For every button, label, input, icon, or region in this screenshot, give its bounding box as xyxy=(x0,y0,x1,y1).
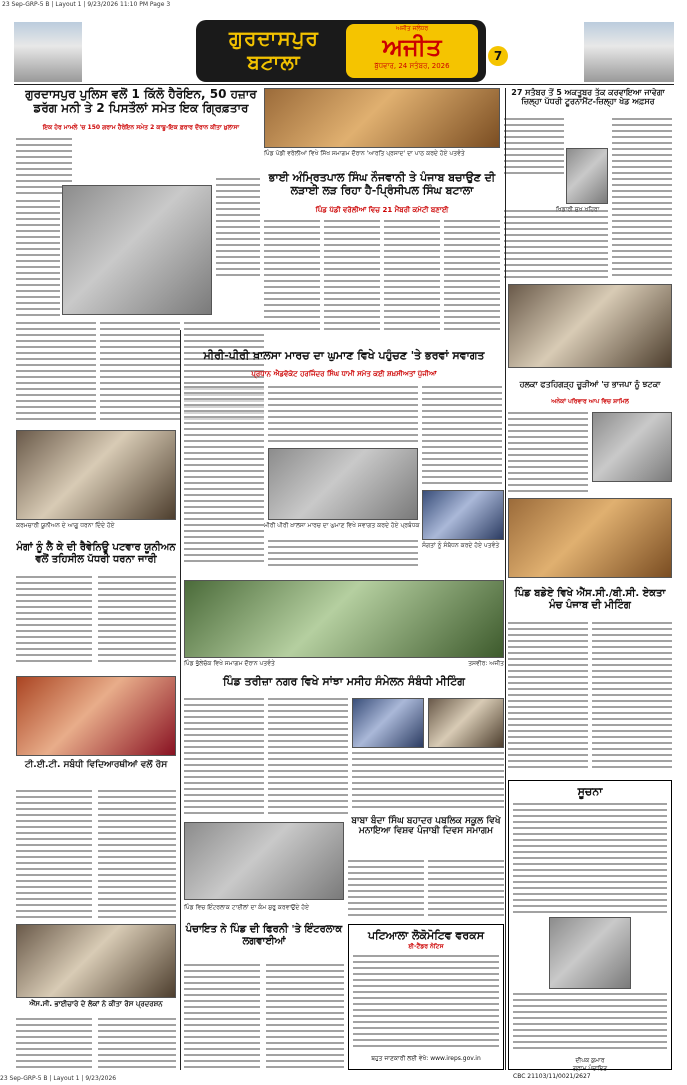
right-top-headline: 27 ਸਤੰਬਰ ਤੋਂ 5 ਅਕਤੂਬਰ ਤੱਕ ਕਰਵਾਇਆ ਜਾਵੇਗਾ ਜ਼ਿਲ੍ਹਾ ਪੱਧਰੀ ਟੂਰਨਾਮੈਂਟ-ਜ਼ਿਲ੍ਹਾ ਖੇਡ ਅਫ਼ਸਰ xyxy=(511,88,665,107)
union-text1 xyxy=(16,576,92,666)
masthead-city xyxy=(204,26,344,76)
ritual-photo xyxy=(264,88,500,148)
union-caption: ਕਰਮਚਾਰੀ ਯੂਨੀਅਨ ਦੇ ਆਗੂ ਧਰਨਾ ਦਿੰਦੇ ਹੋਏ xyxy=(16,522,115,529)
halqa-photo1 xyxy=(592,412,672,482)
notice-ad-body xyxy=(513,803,667,913)
ritual-text-col3 xyxy=(384,220,440,330)
notice-ad-title: ਸੂਚਨਾ xyxy=(577,785,603,798)
obc-text2 xyxy=(592,622,672,772)
police-photo xyxy=(62,185,212,315)
teachers-headline: ਟੀ.ਈ.ਟੀ. ਸਬੰਧੀ ਵਿਦਿਆਰਥੀਆਂ ਵਲੋਂ ਰੋਸ xyxy=(24,760,168,770)
tender-ad xyxy=(348,924,504,1070)
notice-ad-footer2: ਗ੍ਰਾਮ ਪੰਚਾਇਤ xyxy=(572,1065,608,1072)
masthead-city-line2: ਬਟਾਲਾ xyxy=(247,50,301,74)
right-top-text3 xyxy=(504,210,608,280)
panchayat-text1 xyxy=(184,964,260,1068)
halqa-text1 xyxy=(508,412,588,492)
divider-v2 xyxy=(505,88,506,1070)
halqa-photo2 xyxy=(508,498,672,578)
elderly-text1 xyxy=(16,1018,92,1068)
ritual-caption: ਪਿੰਡ ਪੱਡੀ ਵਰੋਲੀਆਂ ਵਿਖੇ ਸਿੱਖ ਸਮਾਗਮ ਦੌਰਾਨ 'ਆਰਤਿ ਪ੍ਰਸਾਦ' ਦਾ ਪਾਠ ਕਰਦੇ ਹੋਏ ਪਤਵੰਤੇ xyxy=(264,150,465,157)
teachers-text2 xyxy=(98,790,176,920)
tarizda-photo1 xyxy=(352,698,424,748)
miri-text-col4 xyxy=(422,386,502,486)
miri-photo-right xyxy=(422,490,504,540)
school-photo xyxy=(184,822,344,900)
left-temple-image xyxy=(14,22,82,82)
miri-photo-center xyxy=(268,448,418,520)
union-photo xyxy=(16,430,176,520)
union-text2 xyxy=(98,576,176,666)
school-text2 xyxy=(428,860,504,920)
group-photo-credit: ਤਸਵੀਰ: ਅਜੀਤ xyxy=(468,660,504,667)
notice-ad xyxy=(508,780,672,1080)
miri-text-col3 xyxy=(348,386,418,446)
police-subhead: ਇਕ ਹੋਰ ਮਾਮਲੇ 'ਚ 150 ਗਰਾਮ ਹੈਰੋਇਨ ਸਮੇਤ 2 ਕਾਬੂ-ਇਕ ਫ਼ਰਾਰ ਦੌਰਾਨ ਕੀਤਾ ਖ਼ੁਲਾਸਾ xyxy=(42,124,240,131)
masthead-brand: ਅਜੀਤ xyxy=(382,33,442,61)
right-mid-photo xyxy=(508,284,672,368)
panchayat-text2 xyxy=(266,964,344,1068)
ritual-subhead: ਪਿੰਡ ਪੱਡੀ ਵਰੋਲੀਆਂ ਵਿਚ 21 ਮੈਂਬਰੀ ਕਮੇਟੀ ਬਣਾਈ xyxy=(315,206,449,214)
miri-piri-headline: ਮੀਰੀ-ਪੀਰੀ ਖ਼ਾਲਸਾ ਮਾਰਚ ਦਾ ਘੁਮਾਣ ਵਿਖੇ ਪਹੁੰਚਣ 'ਤੇ ਭਰਵਾਂ ਸਵਾਗਤ xyxy=(203,349,485,362)
tarizda-text2 xyxy=(268,698,348,818)
miri-piri-subhead: ਪ੍ਰਧਾਨ ਐਡਵੋਕੇਟ ਹਰਜਿੰਦਰ ਸਿੰਘ ਧਾਮੀ ਸਮੇਤ ਕਈ ਸ਼ਖ਼ਸੀਅਤਾਂ ਪੁੱਜੀਆਂ xyxy=(251,370,437,378)
obc-text1 xyxy=(508,622,588,772)
ritual-text-col2 xyxy=(324,220,380,330)
ritual-headline: ਭਾਈ ਅੰਮ੍ਰਿਤਪਾਲ ਸਿੰਘ ਨੌਜਵਾਨੀ ਤੇ ਪੰਜਾਬ ਬਚਾਉਣ ਦੀ ਲੜਾਈ ਲੜ ਰਿਹਾ ਹੈ-ਪ੍ਰਿੰਸੀਪਲ ਸਿੰਘ ਬਟਾਲਾ xyxy=(268,171,496,197)
notice-ad-photo xyxy=(549,917,631,989)
group-photo xyxy=(184,580,504,658)
ritual-text-col4 xyxy=(444,220,500,330)
tender-ad-body xyxy=(353,955,499,1051)
tarizda-text1 xyxy=(184,698,264,818)
teachers-photo xyxy=(16,676,176,756)
panchayat-headline: ਪੰਚਾਇਤ ਨੇ ਪਿੰਡ ਦੀ ਫਿਰਨੀ 'ਤੇ ਇੰਟਰਲਾਕ ਲਗਵਾਈਆਂ xyxy=(185,924,343,947)
police-text-col3 xyxy=(16,200,60,320)
right-mid-caption xyxy=(508,370,672,378)
tender-ad-subtitle: ਈ-ਟੈਂਡਰ ਨੋਟਿਸ xyxy=(408,943,444,950)
bottom-strip: 23 Sep-GRP-5 B | Layout 1 | 9/23/2026 xyxy=(0,1075,117,1082)
police-text-col2 xyxy=(216,178,260,278)
masthead-small: ਅਜੀਤ ਜਲੰਧਰ xyxy=(395,25,429,32)
obc-headline: ਪਿੰਡ ਬਡੇਏ ਵਿਖੇ ਐੱਸ.ਸੀ./ਬੀ.ਸੀ. ਏਕਤਾ ਮੰਚ ਪੰਜਾਬ ਦੀ ਮੀਟਿੰਗ xyxy=(514,588,666,611)
right-top-photo xyxy=(566,148,608,204)
police-text-bottom2 xyxy=(100,322,180,422)
print-strip: 23 Sep-GRP-5 B | Layout 1 | 9/23/2026 11:10 PM Page 3 xyxy=(2,1,171,8)
police-headline: ਗੁਰਦਾਸਪੁਰ ਪੁਲਿਸ ਵਲੋਂ 1 ਕਿੱਲੋ ਹੈਰੋਇਨ, 50 ਹਜ਼ਾਰ ਡਰੱਗ ਮਨੀ ਤੇ 2 ਪਿਸਤੌਲਾਂ ਸਮੇਤ ਇਕ ਗ੍ਰਿਫ਼ਤਾਰ xyxy=(25,87,257,115)
divider-v1 xyxy=(180,330,181,1070)
notice-ad-code: CBC 21103/11/0021/2627 xyxy=(513,1073,591,1080)
halqa-subhead: ਅਨੇਕਾਂ ਪਰਿਵਾਰ ਆਪ ਵਿਚ ਸ਼ਾਮਿਲ xyxy=(551,398,629,405)
page-number: 7 xyxy=(488,46,508,66)
miri-text-col1 xyxy=(184,386,264,566)
tarizda-headline: ਪਿੰਡ ਤਰੀਜ਼ਾ ਨਗਰ ਵਿਖੇ ਸਾਂਝਾ ਮਸੀਹ ਸੰਮੇਲਨ ਸੰਬੰਧੀ ਮੀਟਿੰਗ xyxy=(223,675,465,688)
tarizda-text3 xyxy=(352,752,504,812)
notice-ad-footer: ਦੀਪਕ ਕੁਮਾਰ xyxy=(575,1057,605,1064)
miri-caption-right: ਸੰਗਤਾਂ ਨੂੰ ਸੰਬੋਧਨ ਕਰਦੇ ਹੋਏ ਪਤਵੰਤੇ xyxy=(422,542,500,549)
union-headline: ਮੰਗਾਂ ਨੂੰ ਲੈ ਕੇ ਦੀ ਰੈਵੇਨਿਊ ਪਟਵਾਰ ਯੂਨੀਅਨ ਵਲੋਂ ਤਹਿਸੀਲ ਪੱਧਰੀ ਧਰਨਾ ਜਾਰੀ xyxy=(16,542,176,565)
masthead-brand-box xyxy=(346,24,478,78)
tender-ad-footer: ਬਹੁਤ ਜਾਣਕਾਰੀ ਲਈ ਵੇਖੋ: www.ireps.gov.in xyxy=(371,1055,481,1062)
school-text1 xyxy=(348,860,424,920)
ritual-text-col1 xyxy=(264,220,320,330)
police-text-bottom1 xyxy=(16,322,96,422)
elderly-text2 xyxy=(98,1018,176,1068)
halqa-headline: ਹਲਕਾ ਫਤਹਿਗੜ੍ਹ ਚੂੜੀਆਂ 'ਚ ਭਾਜਪਾ ਨੂੰ ਝਟਕਾ xyxy=(519,380,661,389)
elderly-photo xyxy=(16,924,176,998)
masthead-city-line1: ਗੁਰਦਾਸਪੁਰ xyxy=(229,26,319,50)
miri-caption-left: ਮੀਰੀ ਪੀਰੀ ਖ਼ਾਲਸਾ ਮਾਰਚ ਦਾ ਘੁਮਾਣ ਵਿਖੇ ਸਵਾਗਤ ਕਰਦੇ ਹੋਏ ਪ੍ਰਬੰਧਕ xyxy=(264,522,420,529)
notice-ad-body2 xyxy=(513,993,667,1053)
right-top-text2 xyxy=(612,118,672,278)
miri-text-col2 xyxy=(268,386,348,446)
masthead xyxy=(196,20,486,82)
group-photo-caption: ਪਿੰਡ ਭੁੱਲੇਚੱਕ ਵਿਖੇ ਸਮਾਗਮ ਦੌਰਾਨ ਪਤਵੰਤੇ xyxy=(184,660,275,667)
miri-text-bottom xyxy=(268,540,418,570)
right-temple-image xyxy=(584,22,674,82)
tender-ad-title: ਪਟਿਆਲਾ ਲੋਕੋਮੋਟਿਵ ਵਰਕਸ xyxy=(367,929,485,942)
teachers-text1 xyxy=(16,790,92,920)
elderly-headline: ਐੱਸ.ਸੀ. ਭਾਈਚਾਰੇ ਦੇ ਲੋਕਾਂ ਨੇ ਕੀਤਾ ਰੋਸ ਪ੍ਰਦਰਸ਼ਨ xyxy=(29,1000,163,1008)
panchayat-caption: ਪਿੰਡ ਵਿਚ ਇੰਟਰਲਾਕ ਟਾਈਲਾਂ ਦਾ ਕੰਮ ਸ਼ੁਰੂ ਕਰਵਾਉਂਦੇ ਹੋਏ xyxy=(184,904,309,911)
masthead-date: ਬੁੱਧਵਾਰ, 24 ਸਤੰਬਰ, 2026 xyxy=(374,62,450,70)
right-top-text1 xyxy=(504,118,564,178)
tarizda-photo2 xyxy=(428,698,504,748)
school-headline: ਬਾਬਾ ਬੰਦਾ ਸਿੰਘ ਬਹਾਦਰ ਪਬਲਿਕ ਸਕੂਲ ਵਿਖੇ ਮਨਾਇਆ ਵਿਸ਼ਵ ਪੰਜਾਬੀ ਦਿਵਸ ਸਮਾਗਮ xyxy=(351,816,501,837)
divider-h1 xyxy=(14,84,674,85)
